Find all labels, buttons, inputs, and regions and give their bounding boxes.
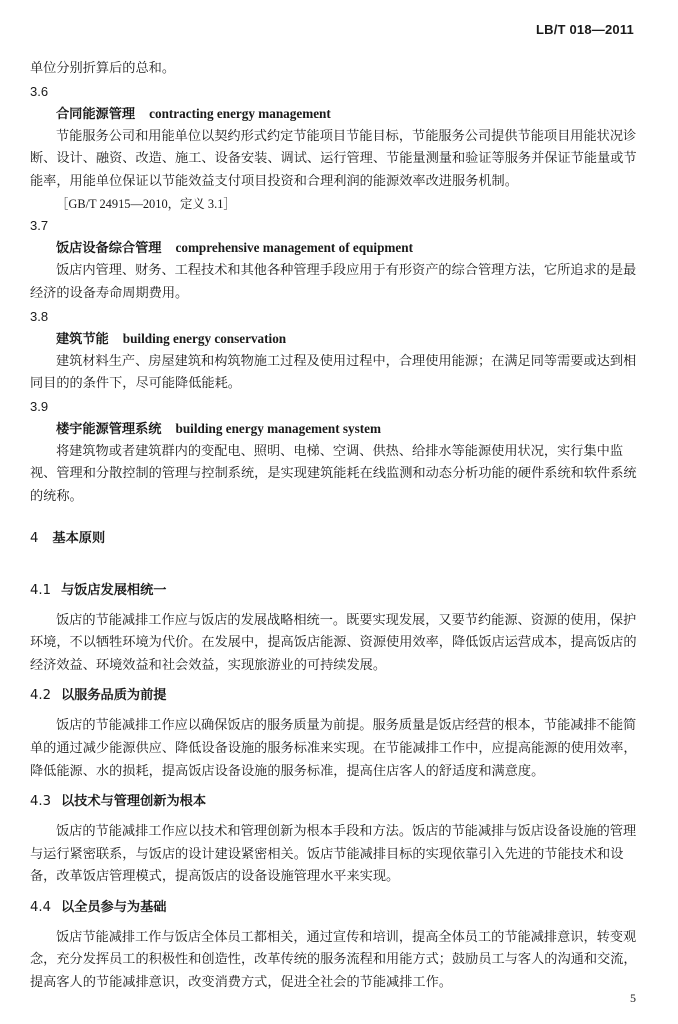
term-heading bbox=[56, 103, 648, 126]
subsection-text: 饭店的节能减排工作应以确保饭店的服务质量为前提。服务质量是饭店经营的根本，节能减排不能简单的通过减少能源供应、降低设备设施的服务标准来实现。在节能减排工作中，应提高能源的使用效率，降低能源、水的损耗，提高饭店设备设施的服务标准，提高住店客人的舒适度和满意度。 bbox=[30, 718, 637, 779]
subsection-number: 4.4 bbox=[30, 899, 51, 915]
term-zh: 楼宇能源管理系统 bbox=[56, 421, 162, 437]
clause-number: 3.6 bbox=[30, 83, 49, 99]
page-number: 5 bbox=[630, 991, 636, 1005]
clause-number: 3.8 bbox=[30, 308, 49, 324]
subsection-number: 4.1 bbox=[30, 582, 51, 598]
subsection-heading bbox=[30, 897, 648, 919]
term-heading bbox=[56, 418, 648, 441]
subsection-heading bbox=[30, 580, 648, 602]
subsection-number: 4.3 bbox=[30, 794, 51, 810]
term-en: building energy management system bbox=[175, 420, 382, 436]
subsection-heading bbox=[30, 791, 648, 813]
subsection-number: 4.2 bbox=[30, 688, 51, 704]
section-heading bbox=[30, 528, 648, 550]
clause-number: 3.9 bbox=[30, 398, 49, 414]
standard-number: LB/T 018—2011 bbox=[536, 22, 634, 37]
term-heading bbox=[56, 328, 648, 351]
subsection-title: 以技术与管理创新为根本 bbox=[60, 794, 207, 810]
clause-number: 3.7 bbox=[30, 218, 49, 234]
reference-note: ［GB/T 24915—2010，定义 3.1］ bbox=[56, 197, 236, 212]
subsection-title: 以服务品质为前提 bbox=[60, 688, 167, 704]
subsection-text: 饭店的节能减排工作应以技术和管理创新为根本手段和方法。饭店的节能减排与饭店设备设施的管理与运行紧密联系，与饭店的设计建设紧密相关。饭店节能减排目标的实现依靠引入先进的节能技术和设备，改革饭店管理模式，提高饭店的设备设施管理水平来实现。 bbox=[30, 824, 637, 885]
term-heading bbox=[56, 237, 648, 260]
paragraph-continuation: 单位分别折算后的总和。 bbox=[30, 61, 176, 76]
section-number: 4 bbox=[30, 530, 39, 546]
subsection-text: 饭店节能减排工作与饭店全体员工都相关，通过宣传和培训，提高全体员工的节能减排意识，转变观念，充分发挥员工的积极性和创造性，改革传统的服务流程和用能方式；鼓励员工与客人的沟通和交流，提高客人的节能减排意识，改变消费方式，促进全社会的节能减排工作。 bbox=[30, 929, 637, 991]
page-content bbox=[30, 58, 648, 995]
term-en: contracting energy management bbox=[149, 105, 331, 121]
term-zh: 合同能源管理 bbox=[56, 106, 136, 122]
subsection-title: 与饭店发展相统一 bbox=[60, 582, 167, 598]
subsection-text: 饭店的节能减排工作应与饭店的发展战略相统一。既要实现发展，又要节约能源、资源的使用，保护环境，不以牺牲环境为代价。在发展中，提高饭店能源、资源使用效率，降低饭店运营成本，提高饭店的经济效益、环境效益和社会效益，实现旅游业的可持续发展。 bbox=[30, 612, 637, 673]
term-definition: 将建筑物或者建筑群内的变配电、照明、电梯、空调、供热、给排水等能源使用状况，实行集中监视、管理和分散控制的管理与控制系统，是实现建筑能耗在线监测和动态分析功能的硬件系统和软件系统的统称。 bbox=[30, 443, 637, 504]
term-definition: 建筑材料生产、房屋建筑和构筑物施工过程及使用过程中，合理使用能源；在满足同等需要或达到相同目的的条件下，尽可能降低能耗。 bbox=[30, 353, 637, 392]
subsection-title: 以全员参与为基础 bbox=[60, 899, 167, 915]
term-zh: 饭店设备综合管理 bbox=[56, 241, 162, 257]
term-en: building energy conservation bbox=[122, 330, 287, 346]
subsection-heading bbox=[30, 685, 648, 707]
term-definition: 饭店内管理、财务、工程技术和其他各种管理手段应用于有形资产的综合管理方法，它所追求的是最经济的设备寿命周期费用。 bbox=[30, 263, 637, 301]
section-title: 基本原则 bbox=[52, 530, 106, 546]
term-zh: 建筑节能 bbox=[56, 331, 109, 347]
term-definition: 节能服务公司和用能单位以契约形式约定节能项目节能目标，节能服务公司提供节能项目用能状况诊断、设计、融资、改造、施工、设备安装、调试、运行管理、节能量测量和验证等服务并保证节能量或节能率，用能单位保证以节能效益支付项目投资和合理利润的能源效率改进服务机制。 bbox=[30, 128, 637, 189]
term-en: comprehensive management of equipment bbox=[175, 240, 413, 256]
